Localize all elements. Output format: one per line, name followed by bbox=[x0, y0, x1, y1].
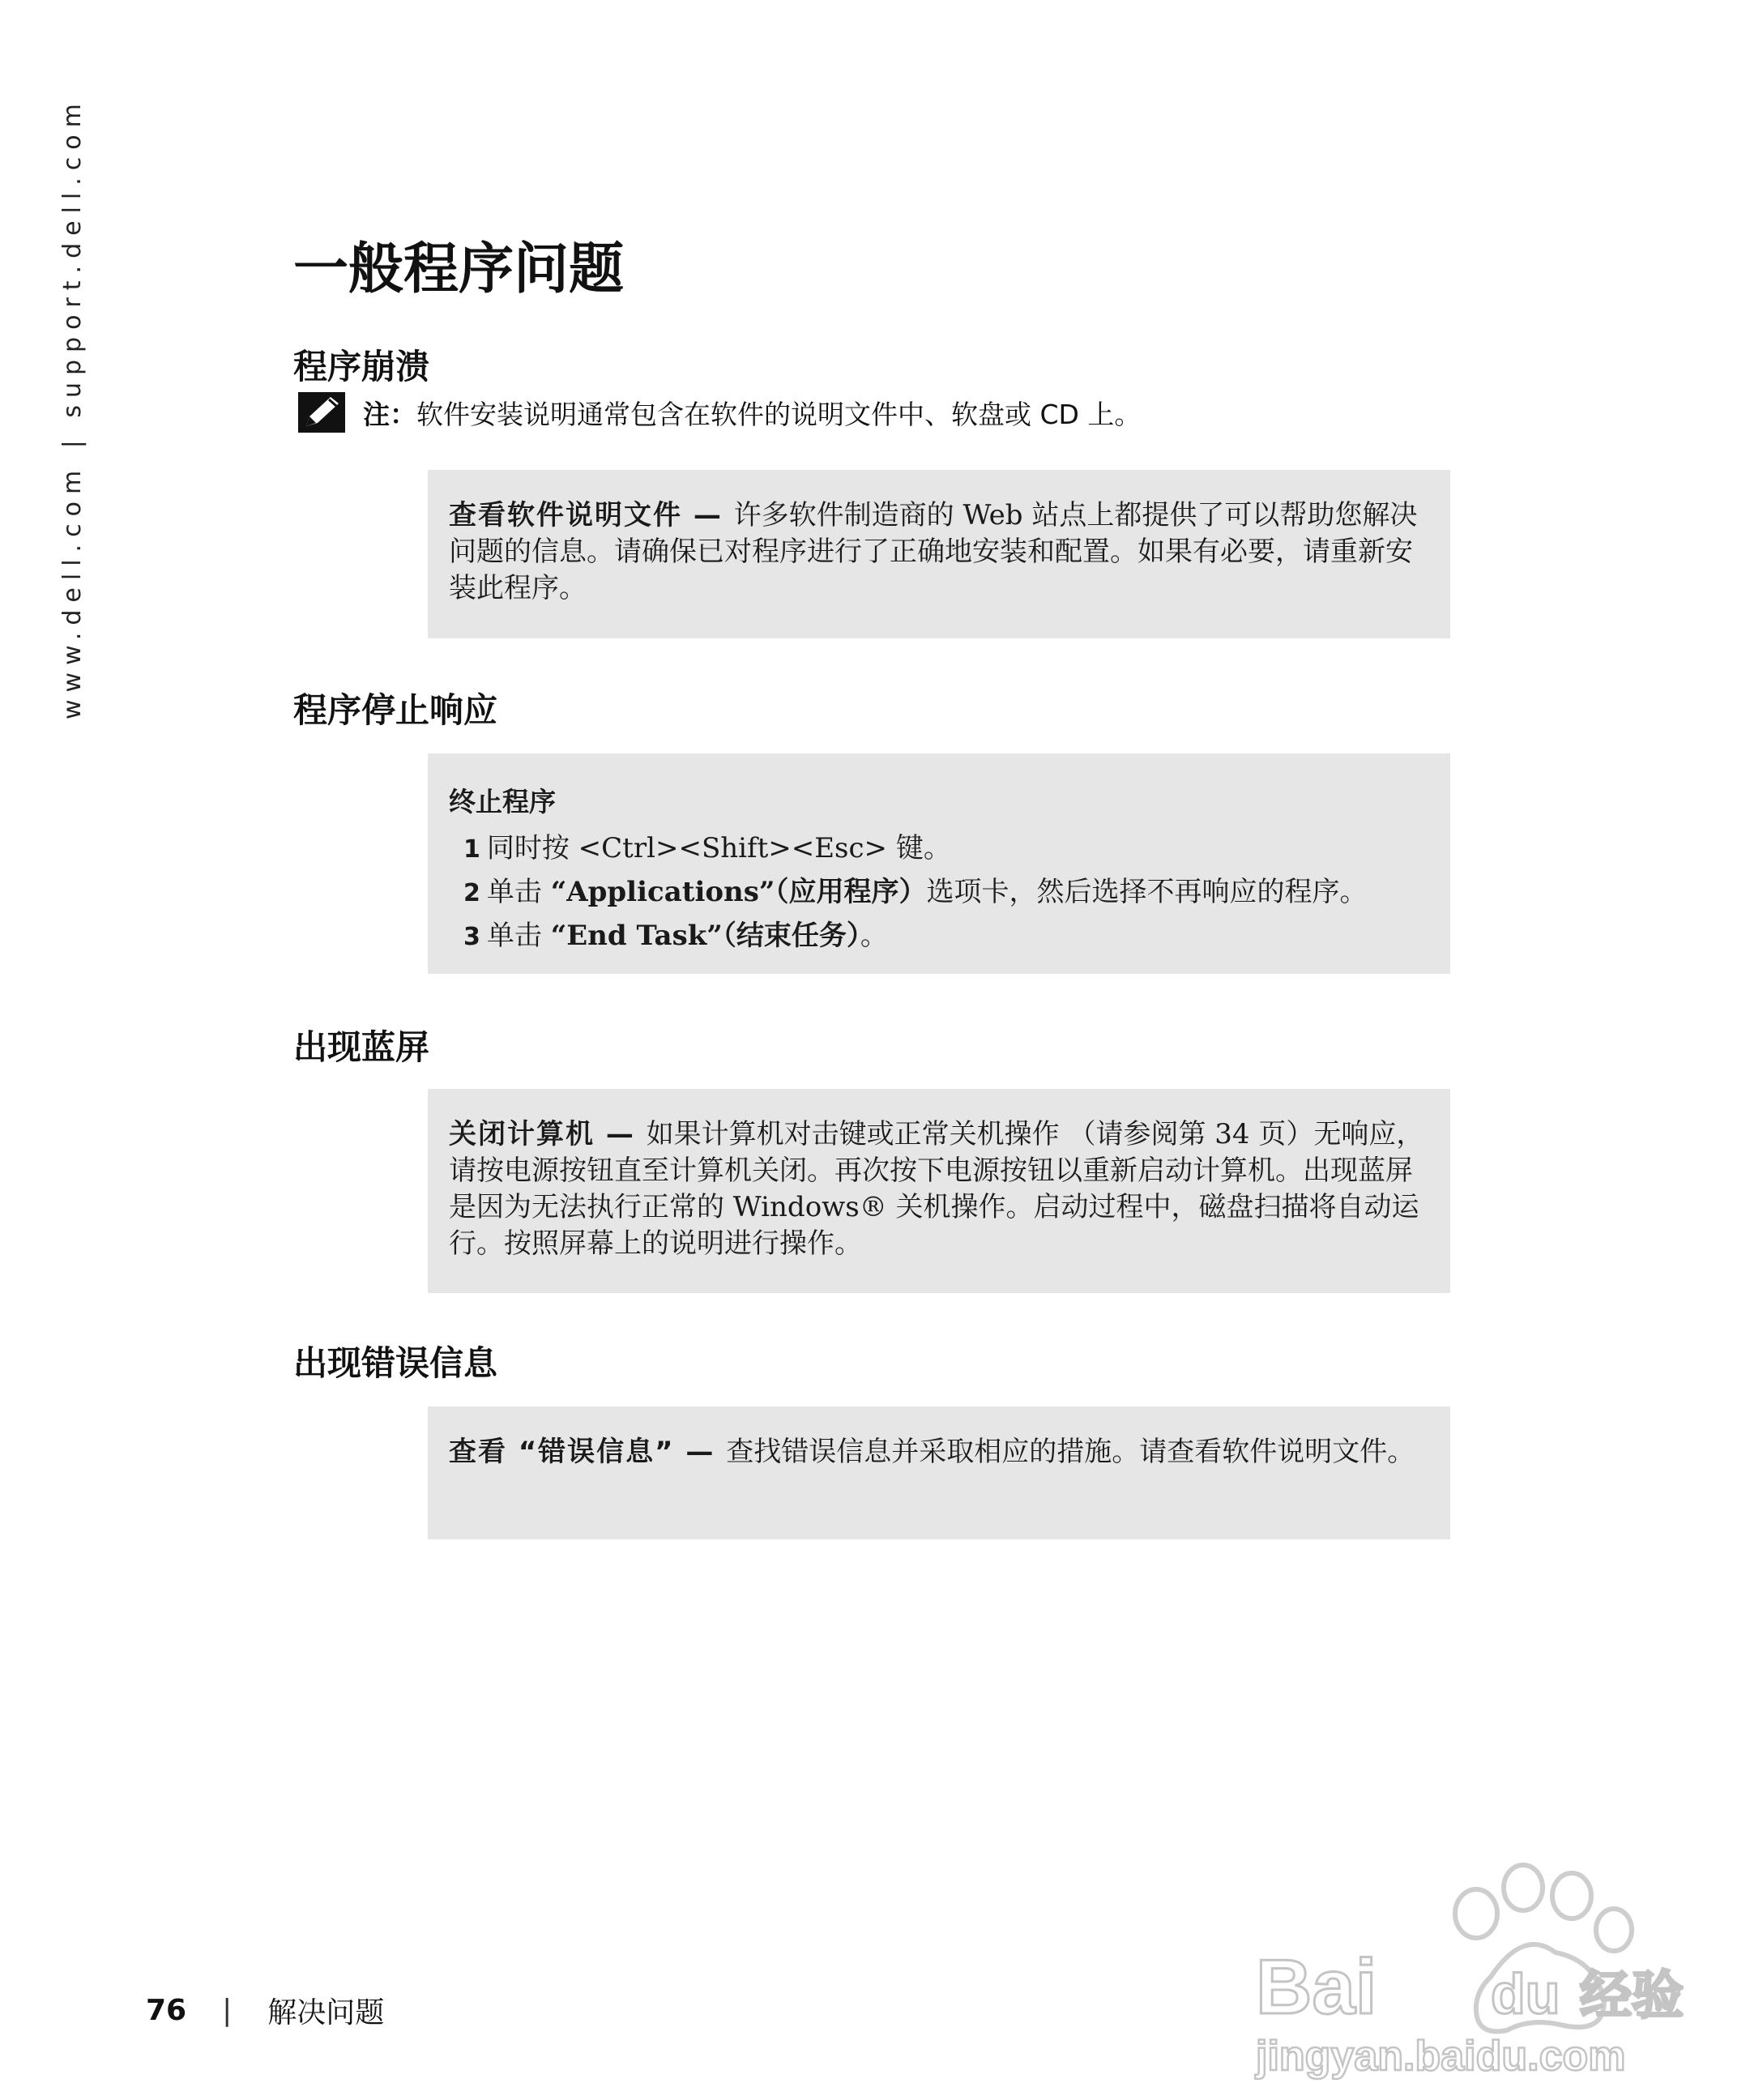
heading-blue-screen: 出现蓝屏 bbox=[293, 1027, 430, 1067]
page-title: 一般程序问题 bbox=[293, 237, 625, 301]
heading-program-crash: 程序崩溃 bbox=[293, 347, 430, 386]
crash-info-box bbox=[428, 470, 1450, 638]
chapter-name: 解决问题 bbox=[267, 1996, 385, 2030]
svg-text:Bai: Bai bbox=[1256, 1944, 1377, 2030]
hang-box-title: 终止程序 bbox=[449, 786, 556, 817]
note bbox=[298, 392, 1141, 433]
hang-info-box bbox=[428, 753, 1450, 974]
error-box-text: 查找错误信息并采取相应的措施。请查看软件说明文件。 bbox=[726, 1436, 1415, 1468]
baidu-watermark-logo bbox=[1248, 1839, 1684, 2082]
step-text-tail: 选项卡，然后选择不再响应的程序。 bbox=[926, 876, 1368, 908]
step-text: 单击 bbox=[486, 876, 551, 908]
step-number: 1 bbox=[463, 835, 480, 864]
heading-error-message: 出现错误信息 bbox=[293, 1343, 498, 1383]
step-text: 单击 bbox=[486, 920, 551, 952]
heading-program-hang: 程序停止响应 bbox=[293, 690, 498, 730]
bluescreen-box-text: 如果计算机对击键或正常关机操作 （请参阅第 34 页）无响应，请按电源按钮直至计算机关闭。再次按下电源按钮以重新启动计算机。出现蓝屏是因为无法执行正常的 Windows® 关机操作。启动过程中，磁盘扫描将自动运行。按照屏幕上的说明进行操作。 bbox=[449, 1118, 1424, 1260]
step-number: 3 bbox=[463, 923, 480, 951]
step-number: 2 bbox=[463, 879, 480, 907]
side-url: www.dell.com | support.dell.com bbox=[58, 96, 87, 719]
note-label: 注： bbox=[363, 398, 416, 430]
crash-box-text: 许多软件制造商的 Web 站点上都提供了可以帮助您解决问题的信息。请确保已对程序进行了正确地安装和配置。如果有必要，请重新安装此程序。 bbox=[449, 499, 1418, 604]
list-item bbox=[449, 827, 1428, 871]
bluescreen-box-paragraph bbox=[449, 1116, 1428, 1262]
error-info-box bbox=[428, 1406, 1450, 1539]
page-footer bbox=[146, 1990, 384, 2031]
list-item bbox=[449, 871, 1428, 915]
svg-text:du: du bbox=[1491, 1962, 1560, 2025]
step-text-tail: 。 bbox=[860, 920, 888, 952]
step-bold-text: “End Task”（结束任务） bbox=[550, 920, 860, 952]
svg-text:经验: 经验 bbox=[1580, 1966, 1684, 2026]
step-text: 同时按 <Ctrl><Shift><Esc> 键。 bbox=[486, 832, 951, 864]
page-number: 76 bbox=[146, 1994, 187, 2027]
step-bold-text: “Applications”（应用程序） bbox=[550, 876, 927, 908]
footer-separator: | bbox=[222, 1994, 233, 2027]
bluescreen-info-box bbox=[428, 1089, 1450, 1293]
note-pencil-icon bbox=[298, 392, 345, 433]
crash-box-lead: 查看软件说明文件 — bbox=[449, 499, 734, 531]
error-box-paragraph bbox=[449, 1434, 1428, 1470]
hang-steps-list bbox=[449, 827, 1428, 958]
svg-text:jingyan.baidu.com: jingyan.baidu.com bbox=[1256, 2033, 1626, 2080]
crash-box-paragraph bbox=[449, 497, 1428, 607]
bluescreen-box-lead: 关闭计算机 — bbox=[449, 1118, 647, 1150]
list-item bbox=[449, 915, 1428, 958]
error-box-lead: 查看 “错误信息” — bbox=[449, 1436, 727, 1468]
note-text: 软件安装说明通常包含在软件的说明文件中、软盘或 CD 上。 bbox=[416, 398, 1142, 430]
